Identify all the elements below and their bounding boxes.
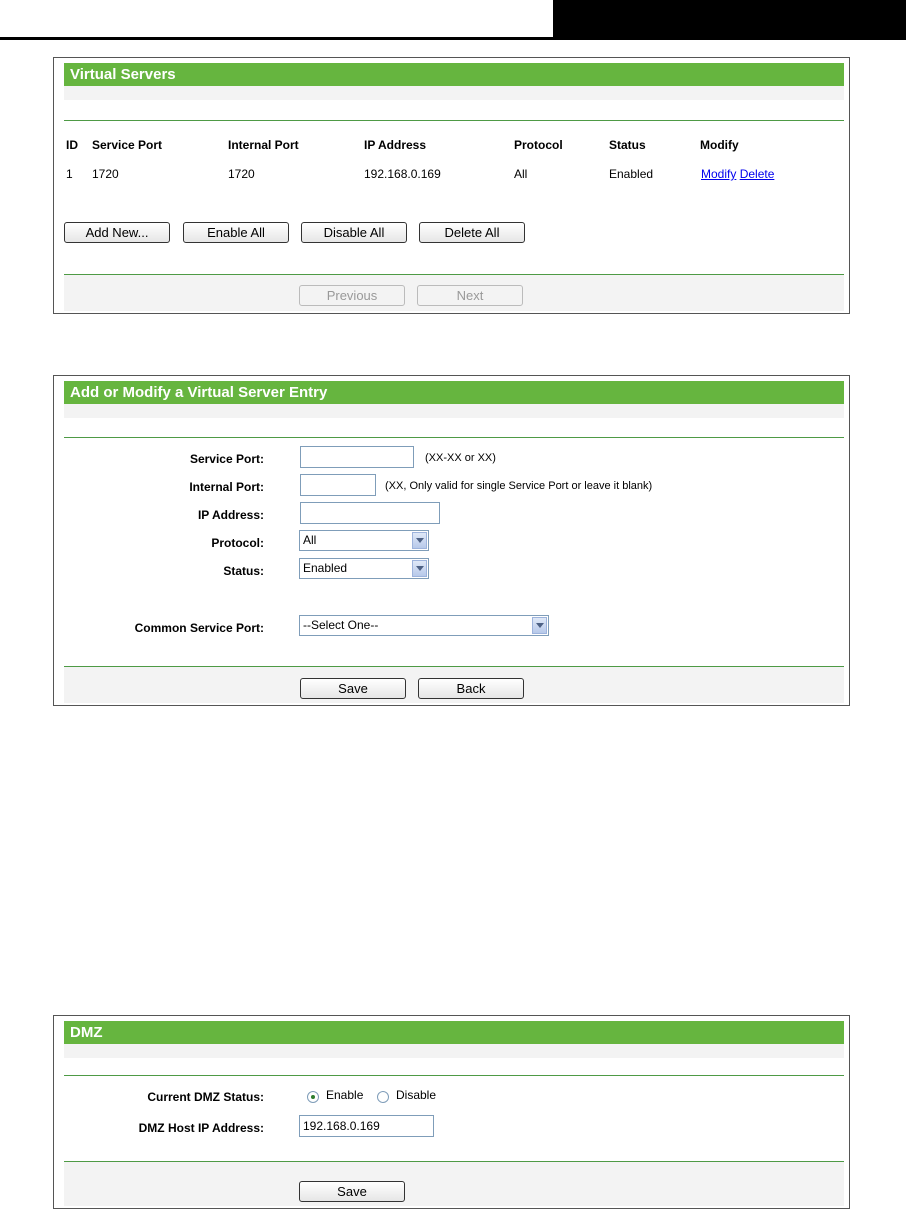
chevron-down-icon[interactable] [412,532,427,549]
cell-ip-address: 192.168.0.169 [364,167,441,181]
header-black-block [553,0,906,38]
chevron-down-icon[interactable] [532,617,547,634]
back-button[interactable]: Back [418,678,524,699]
status-select[interactable] [299,558,429,579]
panel-header-strip [64,1044,844,1058]
panel-header-strip [64,404,844,418]
panel-title: Virtual Servers [64,63,844,86]
common-service-port-select[interactable] [299,615,549,636]
panel-title: DMZ [64,1021,844,1044]
internal-port-input[interactable] [300,474,376,496]
status-selected: Enabled [303,561,348,575]
cell-status: Enabled [609,167,654,181]
protocol-label: Protocol: [211,536,264,550]
chevron-down-icon[interactable] [412,560,427,577]
dmz-disable-label[interactable]: Disable [396,1088,437,1102]
cell-protocol: All [514,167,528,181]
footer-strip [64,1162,844,1206]
virtual-servers-panel [53,57,850,314]
cell-id: 1 [66,167,73,181]
col-modify: Modify [700,138,739,152]
modify-link[interactable]: Modify [701,167,737,181]
common-service-port-selected: --Select One-- [303,618,379,632]
col-id: ID [66,138,78,152]
dmz-status-label: Current DMZ Status: [147,1090,264,1104]
dmz-panel [53,1015,850,1209]
service-port-hint: (XX-XX or XX) [425,452,496,464]
dmz-host-ip-label: DMZ Host IP Address: [138,1121,264,1135]
status-label: Status: [223,564,264,578]
previous-button[interactable]: Previous [299,285,405,306]
ip-address-input[interactable] [300,502,440,524]
col-service-port: Service Port [92,138,163,152]
protocol-select[interactable] [299,530,429,551]
cell-internal-port: 1720 [228,167,255,181]
delete-link[interactable]: Delete [739,167,775,181]
virtual-server-entry-panel [53,375,850,706]
protocol-selected: All [303,533,317,547]
common-service-port-label: Common Service Port: [134,621,264,635]
panel-title: Add or Modify a Virtual Server Entry [64,381,844,404]
dmz-enable-radio[interactable] [307,1091,319,1103]
service-port-input[interactable] [300,446,414,468]
header-rule [0,37,906,40]
internal-port-hint: (XX, Only valid for single Service Port or leave it blank) [385,480,653,492]
col-ip-address: IP Address [364,138,427,152]
delete-all-button[interactable]: Delete All [419,222,525,243]
disable-all-button[interactable]: Disable All [301,222,407,243]
dmz-host-ip-input[interactable] [299,1115,434,1137]
internal-port-label: Internal Port: [189,480,264,494]
service-port-label: Service Port: [189,452,264,466]
divider [64,437,844,438]
col-protocol: Protocol [514,138,563,152]
next-button[interactable]: Next [417,285,523,306]
dmz-save-button[interactable]: Save [299,1181,405,1202]
col-internal-port: Internal Port [228,138,299,152]
col-status: Status [609,138,646,152]
dmz-enable-label[interactable]: Enable [326,1088,364,1102]
dmz-disable-radio[interactable] [377,1091,389,1103]
ip-address-label: IP Address: [197,508,264,522]
save-button[interactable]: Save [300,678,406,699]
divider [64,1075,844,1076]
enable-all-button[interactable]: Enable All [183,222,289,243]
divider [64,120,844,121]
cell-modify [701,167,774,181]
cell-service-port: 1720 [92,167,119,181]
add-new-button[interactable]: Add New... [64,222,170,243]
panel-header-strip [64,86,844,100]
